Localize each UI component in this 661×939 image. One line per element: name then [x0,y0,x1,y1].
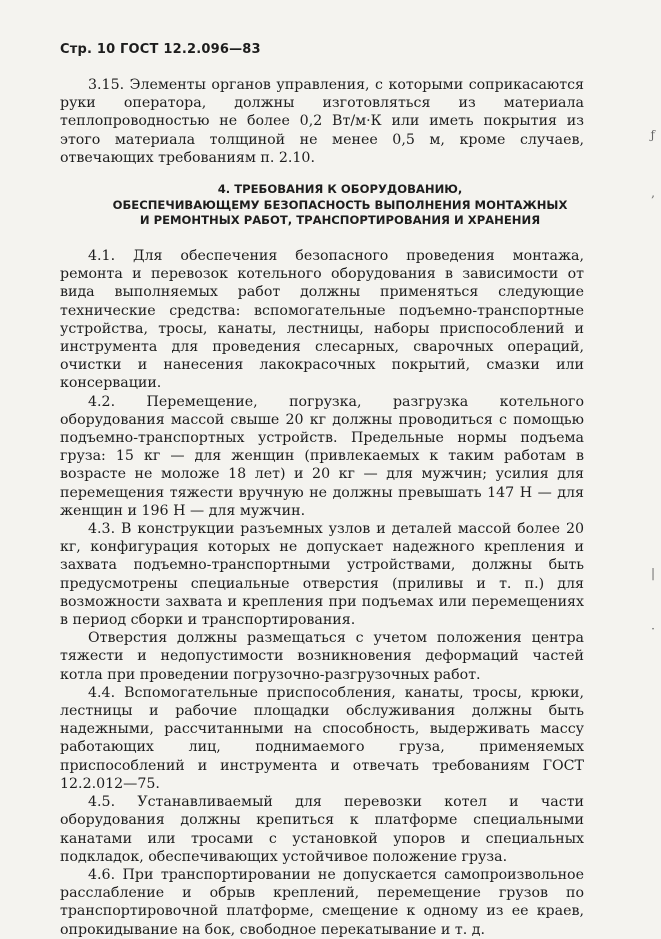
page-header: Стр. 10 ГОСТ 12.2.096—83 [60,42,261,57]
clause-3-15-text: 3.15. Элементы органов управления, с которыми соприкасаются руки оператора, должны изготовляться из материала теплопроводностью не более 0,2 Вт/м·К или иметь покрытия из этого материала толщиной не менее 0,5 м, кроме случаев, отвечающих требованиям п. 2.10. [60,77,584,166]
scan-edge-mark: , [651,186,655,200]
scan-edge-mark: ƒ [650,128,655,142]
section-4-heading-line: ОБЕСПЕЧИВАЮЩЕМУ БЕЗОПАСНОСТЬ ВЫПОЛНЕНИЯ МОНТАЖНЫХ [112,197,568,212]
clause-4-1: 4.1. Для обеспечения безопасного проведения монтажа, ремонта и перевозок котельного оборудования в зависимости от вида выполняемых работ должны применяться следующие технические средства: вспомогательные подъемно-транспортные устройства, тросы, канаты, лестницы, наборы приспособлений и инструмента для проведения слесарных, сварочных операций, очистки и нанесения лакокрасочных покрытий, смазки или консервации. [60,248,584,392]
section-4-heading [60,182,620,229]
scan-edge-mark: | [650,566,655,580]
clause-4-3-continuation: Отверстия должны размещаться с учетом положения центра тяжести и недопустимости возникновения деформаций частей котла при проведении погрузочно-разгрузочных работ. [60,630,584,683]
clause-4-6: 4.6. При транспортировании не допускается самопроизвольное расслабление и обрыв креплений, перемещение грузов по транспортировочной платформе, смещение к одному из ее краев, опрокидывание на бок, свободное перекатывание и т. д. [60,866,584,938]
clause-4-3: 4.3. В конструкции разъемных узлов и деталей массой более 20 кг, конфигурация которых не допускает надежного крепления и захвата подъемно-транспортными устройствами, должны быть предусмотрены специальные отверстия (приливы и т. п.) для возможности захвата и крепления при подъемах или перемещениях в период сборки и транспортирования. [60,521,584,629]
scan-edge-mark: · [651,622,655,636]
section-4-body [60,247,584,939]
clause-4-5: 4.5. Устанавливаемый для перевозки котел и части оборудования должны крепиться к платформе специальными канатами или тросами с установкой упоров и специальных подкладок, обеспечивающих устойчивое положение груза. [60,794,584,865]
clause-4-4: 4.4. Вспомогательные приспособления, канаты, тросы, крюки, лестницы и рабочие площадки обслуживания должны быть надежными, рассчитанными на способность, выдерживать массу работающих лиц, поднимаемого груза, применяемых приспособлений и инструмента и отвечать требованиям ГОСТ 12.2.012—75. [60,684,584,792]
section-4-heading-line: И РЕМОНТНЫХ РАБОТ, ТРАНСПОРТИРОВАНИЯ И ХРАНЕНИЯ [139,213,541,227]
clause-4-2: 4.2. Перемещение, погрузка, разгрузка котельного оборудования массой свыше 20 кг должны проводиться с помощью подъемно-транспортных устройств. Предельные нормы подъема груза: 15 кг — для женщин (привлекаемых к таким работам в возрасте не моложе 18 лет) и 20 кг — для мужчин; усилия для перемещения тяжести вручную не должны превышать 147 Н — для женщин и 196 Н — для мужчин. [60,393,584,519]
clause-3-15 [60,76,584,167]
section-4-heading-line: 4. ТРЕБОВАНИЯ К ОБОРУДОВАНИЮ, [217,182,463,196]
